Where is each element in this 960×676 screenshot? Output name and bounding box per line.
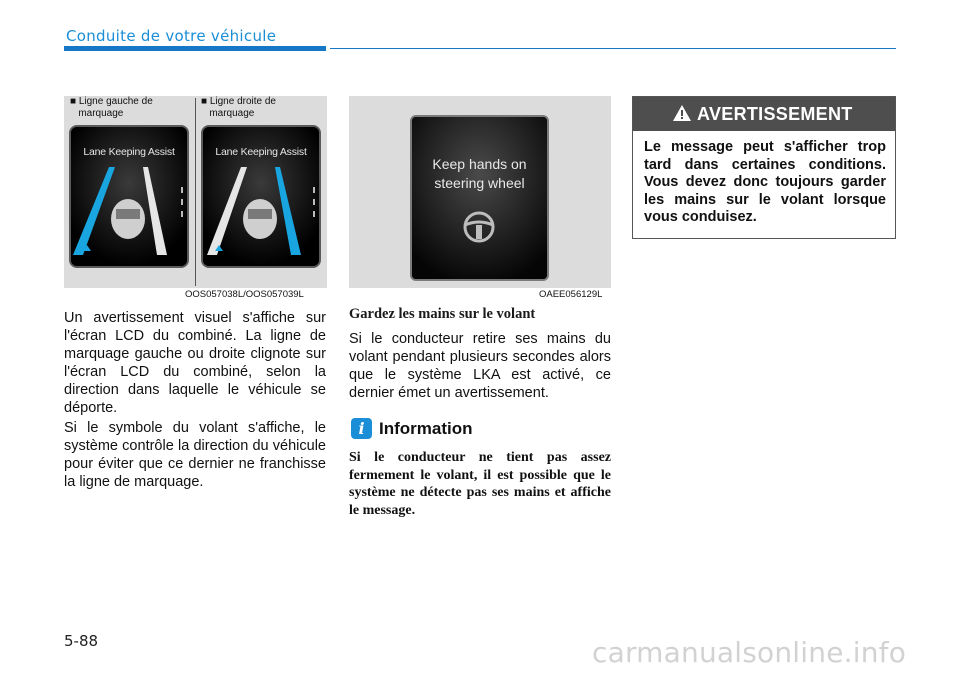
- header-accent-bar: [64, 46, 326, 51]
- hands-on-wheel-figure: [349, 96, 611, 300]
- cluster-screen-hands-on: [410, 115, 549, 281]
- figure-code: OOS057038L/OOS057039L: [185, 289, 304, 300]
- warning-header: [633, 97, 895, 131]
- cluster-screen-left-lane: [69, 125, 189, 268]
- right-line-caption: ■ Ligne droite de marquage: [201, 96, 276, 119]
- watermark: carmanualsonline.info: [592, 636, 907, 669]
- lane-keeping-figure: [64, 96, 327, 300]
- info-icon: i: [351, 418, 372, 439]
- warning-triangle-icon: [673, 105, 691, 121]
- figure-code: OAEE056129L: [539, 289, 603, 300]
- information-label: Information: [379, 419, 473, 438]
- steering-symbol-paragraph: Si le symbole du volant s'affiche, le système contrôle la direction du véhicule pour éviter que ce dernier ne franchisse la ligne de marquage.: [64, 420, 326, 490]
- section-heading: Gardez les mains sur le volant: [349, 306, 536, 322]
- figure-divider: [195, 98, 196, 286]
- information-text: Si le conducteur ne tient pas assez fermement le volant, il est possible que le système ne détecte pas ses mains et affiche le message.: [349, 450, 611, 518]
- warning-title: AVERTISSEMENT: [697, 104, 853, 124]
- left-line-caption: ■ Ligne gauche de marquage: [70, 96, 153, 119]
- warning-box: [632, 96, 896, 239]
- cluster-screen-right-lane: [201, 125, 321, 268]
- steering-wheel-graphic: [412, 117, 547, 279]
- lka-screen-title: Lane Keeping Assist: [83, 146, 175, 158]
- lka-description-paragraph: Un avertissement visuel s'affiche sur l'écran LCD du combiné. La ligne de marquage gauche ou droite clignote sur l'écran LCD du combiné, selon la direction dans laquelle le véhicule se déporte.: [64, 310, 326, 416]
- lka-screen-title: Lane Keeping Assist: [215, 146, 307, 158]
- hands-on-message: Keep hands on steering wheel: [432, 156, 527, 191]
- warning-text: Le message peut s'afficher trop tard dans certaines conditions. Vous devez donc toujours garder les mains sur le volant lorsque vous conduisez.: [644, 139, 886, 225]
- page-number: 5-88: [64, 632, 99, 650]
- section-title: Conduite de votre véhicule: [66, 27, 277, 45]
- hands-off-paragraph: Si le conducteur retire ses mains du volant pendant plusieurs secondes alors que le système LKA est activé, ce dernier émet un avertissement.: [349, 331, 611, 401]
- header-rule: [330, 48, 896, 49]
